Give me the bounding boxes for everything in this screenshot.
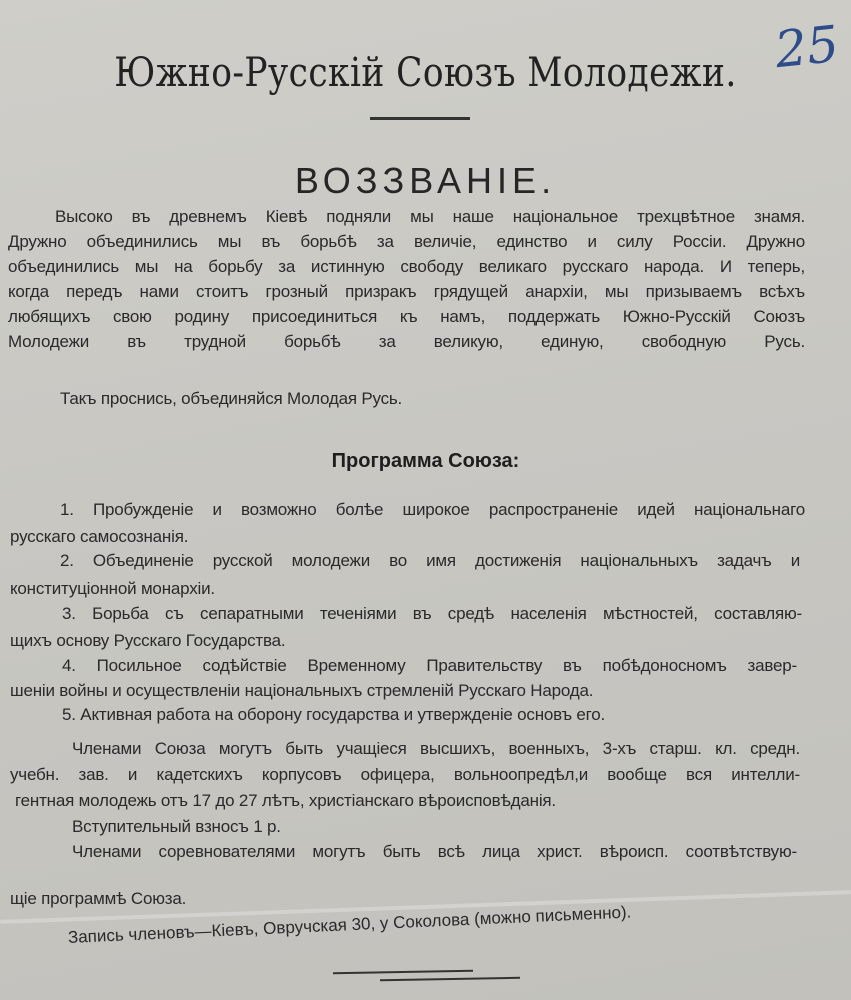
- appeal-closing: Такъ проснись, объединяйся Молодая Русь.: [60, 389, 403, 408]
- program-line: 1. Пробужденіе и возможно болѣе широкое распространеніе идей національнаго: [60, 500, 805, 519]
- appeal-line: Дружно объединились мы въ борьбѣ за величіе, единство и силу Россіи. Дружно: [8, 232, 805, 251]
- program-line: 5. Активная работа на оборону государства и утвержденіе основъ его.: [62, 705, 606, 724]
- title-divider: [370, 117, 470, 120]
- bottom-divider: [380, 977, 520, 981]
- membership-line: гентная молодежь отъ 17 до 27 лѣтъ, христіанскаго вѣроисповѣданія.: [15, 791, 556, 810]
- appeal-line: Высоко въ древнемъ Кіевѣ подняли мы наше національное трехцвѣтное знамя.: [55, 207, 805, 226]
- appeal-line: когда передъ нами стоитъ грозный призракъ грядущей анархіи, мы призываемъ всѣхъ: [8, 282, 805, 301]
- program-heading: Программа Союза:: [331, 450, 520, 472]
- membership-line: Членами Союза могутъ быть учащіеся высшихъ, военныхъ, 3-хъ старш. кл. средн.: [72, 739, 800, 758]
- program-line: щихъ основу Русскаго Государства.: [10, 631, 286, 650]
- document-title: Южно-Русскій Союзъ Молодежи.: [114, 50, 737, 96]
- program-line: 2. Объединеніе русской молодежи во имя достиженія національныхъ задачъ и: [60, 551, 800, 570]
- membership-line: Членами соревнователями могутъ быть всѣ лица христ. вѣроисп. соотвѣтствую-: [72, 842, 797, 861]
- program-line: конституціонной монархіи.: [10, 579, 215, 598]
- program-line: 4. Посильное содѣйствіе Временному Правительству въ побѣдоносномъ завер-: [62, 656, 797, 675]
- membership-fee: Вступительный взносъ 1 р.: [72, 817, 281, 836]
- bottom-divider: [333, 970, 473, 974]
- program-line: шеніи войны и осуществленіи національныхъ стремленій Русскаго Народа.: [10, 681, 594, 700]
- appeal-heading: ВОЗЗВАНІЕ.: [294, 160, 557, 201]
- appeal-line: любящихъ свою родину присоединиться къ намъ, поддержать Южно-Русскій Союзъ: [8, 307, 805, 326]
- membership-line: щіе программѣ Союза.: [10, 889, 187, 908]
- program-line: русскаго самосознанія.: [10, 527, 189, 546]
- handwritten-page-number: 25: [772, 14, 842, 80]
- appeal-line: объединились мы на борьбу за истинную свободу великаго русскаго народа. И теперь,: [8, 257, 805, 276]
- registration-address: Запись членовъ—Кіевъ, Овручская 30, у Соколова (можно письменно).: [67, 902, 632, 947]
- appeal-line: Молодежи въ трудной борьбѣ за великую, единую, свободную Русь.: [8, 332, 805, 351]
- program-line: 3. Борьба съ сепаратными теченіями въ средѣ населенія мѣстностей, составляю-: [62, 604, 802, 623]
- membership-line: учебн. зав. и кадетскихъ корпусовъ офицера, вольноопредѣл,и вообще вся интелли-: [10, 765, 800, 784]
